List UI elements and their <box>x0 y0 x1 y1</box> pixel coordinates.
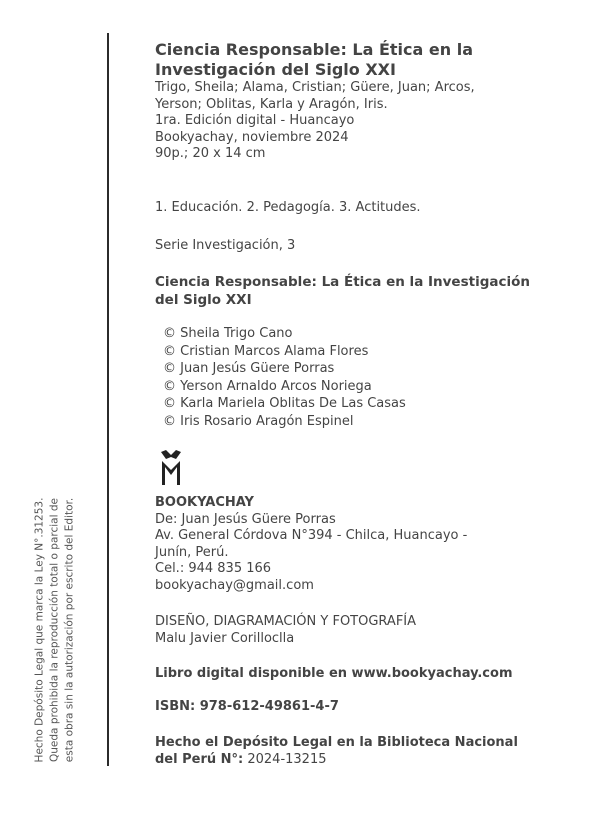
vertical-rule <box>107 33 109 766</box>
authors-line-2: Yerson; Oblitas, Karla y Aragón, Iris. <box>155 96 388 112</box>
design-label: DISEÑO, DIAGRAMACIÓN Y FOTOGRAFÍA <box>155 614 417 629</box>
book-title-line-1: Ciencia Responsable: La Ética en la <box>155 40 473 59</box>
copyright-item: © Cristian Marcos Alama Flores <box>163 343 369 359</box>
publisher-email: bookyachay@gmail.com <box>155 577 314 593</box>
subtitle-line-1: Ciencia Responsable: La Ética en la Investigación <box>155 274 530 290</box>
series: Serie Investigación, 3 <box>155 238 296 253</box>
authors-line-1: Trigo, Sheila; Alama, Cristian; Güere, Juan; Arcos, <box>155 80 475 95</box>
publisher-name: BOOKYACHAY <box>155 495 254 510</box>
book-header <box>155 40 570 163</box>
publisher-address-line-2: Junín, Perú. <box>155 544 229 560</box>
subtitle-line-2: del Siglo XXI <box>155 292 252 308</box>
legal-deposit-label: del Perú N°: <box>155 751 244 767</box>
copyright-item: © Juan Jesús Güere Porras <box>163 361 335 376</box>
subjects: 1. Educación. 2. Pedagogía. 3. Actitudes. <box>155 200 421 215</box>
publisher-date: Bookyachay, noviembre 2024 <box>155 129 349 145</box>
legal-deposit-line-1: Hecho el Depósito Legal en la Biblioteca Nacional <box>155 735 518 750</box>
copyright-item: © Iris Rosario Aragón Espinel <box>163 413 354 429</box>
legal-deposit-number: 2024-13215 <box>243 751 327 767</box>
copyright-list <box>163 325 406 430</box>
side-note-line-1: Hecho Depósito Legal que marca la Ley N°.31253. <box>33 497 46 763</box>
digital-availability: Libro digital disponible en www.bookyachay.com <box>155 666 513 681</box>
isbn: ISBN: 978-612-49861-4-7 <box>155 699 339 714</box>
publisher-de: De: Juan Jesús Güere Porras <box>155 511 336 527</box>
edition: 1ra. Edición digital - Huancayo <box>155 113 355 128</box>
publisher-info <box>155 495 570 594</box>
legal-deposit <box>155 735 570 768</box>
side-note-line-3: esta obra sin la autorización por escrito del Editor. <box>63 497 76 763</box>
design-credit <box>155 614 570 647</box>
book-specs: 90p.; 20 x 14 cm <box>155 146 266 161</box>
publisher-phone: Cel.: 944 835 166 <box>155 561 272 576</box>
authors <box>155 80 570 113</box>
copyright-item: © Karla Mariela Oblitas De Las Casas <box>163 396 406 411</box>
subtitle <box>155 273 570 309</box>
book-title <box>155 40 570 80</box>
publisher-address-line-1: Av. General Córdova N°394 - Chilca, Huancayo - <box>155 528 468 543</box>
legal-deposit-line-2 <box>155 752 570 769</box>
bookyachay-logo-icon <box>160 449 182 487</box>
copyright-item: © Yerson Arnaldo Arcos Noriega <box>163 378 372 394</box>
book-title-line-2: Investigación del Siglo XXI <box>155 60 396 79</box>
copyright-item: © Sheila Trigo Cano <box>163 326 293 341</box>
side-note-line-2: Queda prohibida la reproducción total o parcial de <box>48 498 61 762</box>
design-name: Malu Javier Corilloclla <box>155 630 295 646</box>
legal-side-note <box>33 420 78 840</box>
